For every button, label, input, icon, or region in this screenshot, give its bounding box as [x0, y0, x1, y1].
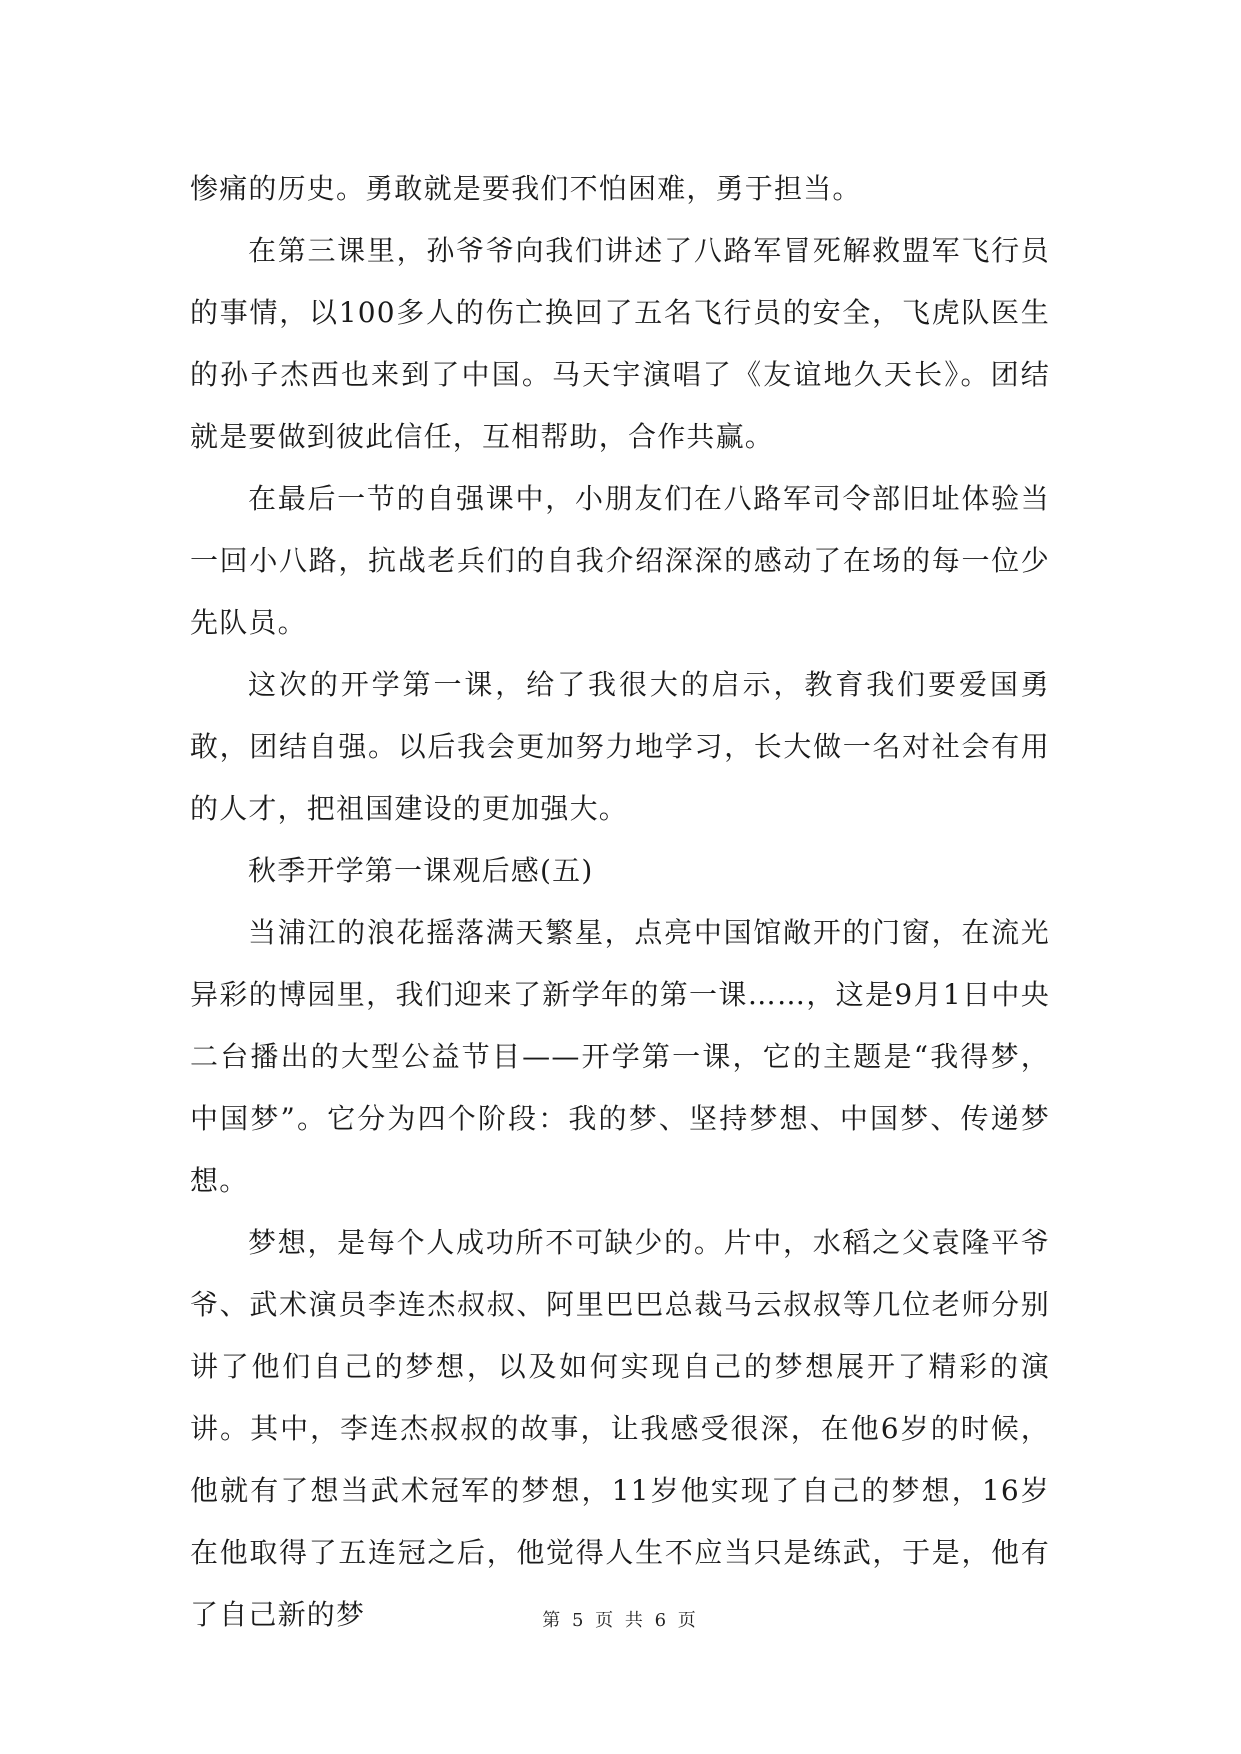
paragraph-dreams: 梦想，是每个人成功所不可缺少的。片中，水稻之父袁隆平爷爷、武术演员李连杰叔叔、阿里巴巴总裁马云叔叔等几位老师分别讲了他们自己的梦想，以及如何实现自己的梦想展开了精彩的演讲。其中，李连杰叔叔的故事，让我感受很深，在他6岁的时候，他就有了想当武术冠军的梦想，11岁他实现了自己的梦想，16岁在他取得了五连冠之后，他觉得人生不应当只是练武，于是，他有了自己新的梦 — [190, 1226, 1050, 1631]
paragraph-intro: 当浦江的浪花摇落满天繁星，点亮中国馆敞开的门窗，在流光异彩的博园里，我们迎来了新学年的第一课……，这是9月1日中央二台播出的大型公益节目——开学第一课，它的主题是“我得梦，中国梦”。它分为四个阶段：我的梦、坚持梦想、中国梦、传递梦想。 — [190, 916, 1050, 1197]
paragraph-last-lesson: 在最后一节的自强课中，小朋友们在八路军司令部旧址体验当一回小八路，抗战老兵们的自我介绍深深的感动了在场的每一位少先队员。 — [190, 482, 1050, 639]
document-body — [190, 158, 1050, 1646]
paragraph-continuation: 惨痛的历史。勇敢就是要我们不怕困难，勇于担当。 — [190, 172, 862, 205]
section-heading: 秋季开学第一课观后感(五) — [248, 854, 594, 887]
paragraph-third-lesson: 在第三课里，孙爷爷向我们讲述了八路军冒死解救盟军飞行员的事情，以100多人的伤亡换回了五名飞行员的安全，飞虎队医生的孙子杰西也来到了中国。马天宇演唱了《友谊地久天长》。团结就是要做到彼此信任，互相帮助，合作共赢。 — [190, 234, 1050, 453]
paragraph-conclusion: 这次的开学第一课，给了我很大的启示，教育我们要爱国勇敢，团结自强。以后我会更加努力地学习，长大做一名对社会有用的人才，把祖国建设的更加强大。 — [190, 668, 1050, 825]
page-number-footer: 第 5 页 共 6 页 — [542, 1610, 699, 1631]
